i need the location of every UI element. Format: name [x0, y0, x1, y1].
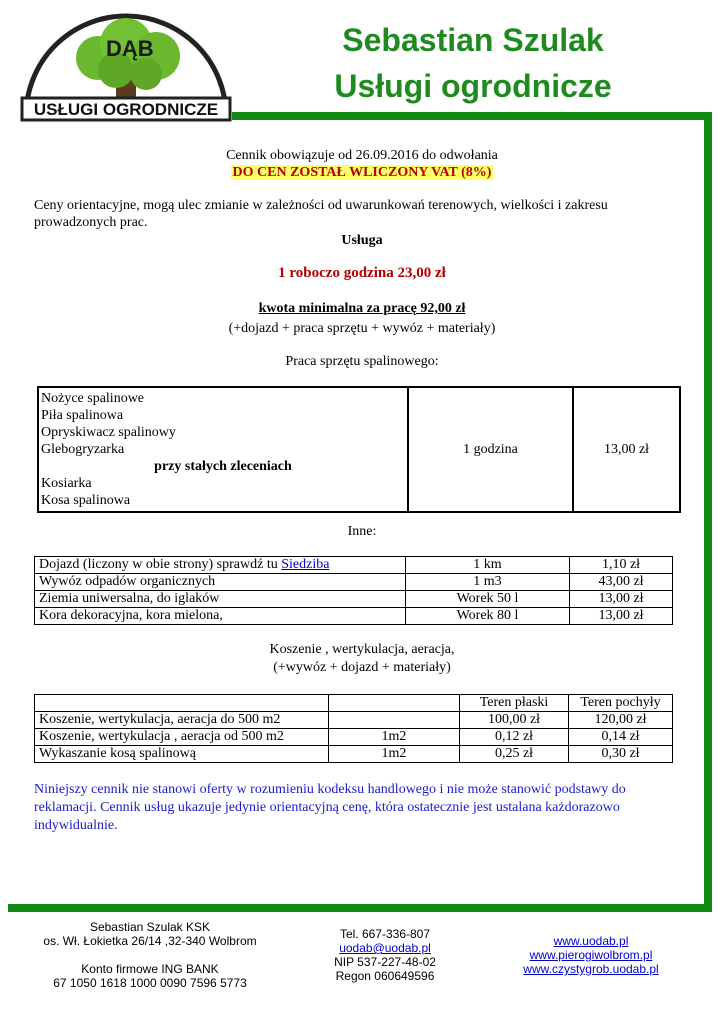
footer-bank-account: 67 1050 1618 1000 0090 7596 5773 [53, 976, 247, 990]
mowing-price-flat: 0,25 zł [460, 746, 569, 763]
table-row [35, 712, 673, 729]
mowing-subheading: (+wywóz + dojazd + materiały) [273, 660, 451, 675]
frame-bottom-bar [8, 904, 712, 912]
equipment-item: Nożyce spalinowe [41, 391, 145, 406]
other-table [34, 556, 673, 625]
table-row [35, 591, 673, 608]
minimum-fee: kwota minimalna za pracę 92,00 zł [258, 301, 466, 316]
footer-regon: Regon 060649596 [335, 969, 435, 983]
table-row [35, 557, 673, 574]
equipment-heading: Praca sprzętu spalinowego: [285, 354, 439, 369]
mowing-table [34, 694, 673, 763]
other-item-unit: Worek 50 l [406, 591, 570, 608]
company-name: Sebastian Szulak [342, 22, 604, 58]
equipment-item: Kosa spalinowa [41, 493, 131, 508]
footer-links-block [496, 934, 686, 976]
other-item-price: 13,00 zł [570, 591, 673, 608]
mowing-heading: Koszenie , wertykulacja, aeracja, [269, 642, 455, 657]
other-item-price: 43,00 zł [570, 574, 673, 591]
mowing-item-name: Wykaszanie kosą spalinową [35, 746, 329, 763]
footer-website-link[interactable]: www.pierogiwolbrom.pl [529, 948, 653, 962]
equipment-table [37, 386, 681, 513]
mowing-item-name: Koszenie, wertykulacja , aeracja od 500 m2 [35, 729, 329, 746]
other-item-unit: 1 km [406, 557, 570, 574]
table-row [35, 608, 673, 625]
vat-note: DO CEN ZOSTAŁ WLICZONY VAT (8%) [232, 165, 492, 180]
col-flat-terrain: Teren płaski [460, 695, 569, 712]
mowing-item-name: Koszenie, wertykulacja, aeracja do 500 m2 [35, 712, 329, 729]
mowing-item-unit: 1m2 [329, 729, 460, 746]
footer-email-link[interactable]: uodab@uodab.pl [339, 941, 431, 955]
equipment-item: Piła spalinowa [41, 408, 124, 423]
mowing-price-slope: 0,14 zł [569, 729, 673, 746]
equipment-item: Glebogryzarka [41, 442, 125, 457]
service-heading: Usługa [341, 233, 383, 248]
col-sloped-terrain: Teren pochyły [569, 695, 673, 712]
logo-bottom-text: USŁUGI OGRODNICZE [33, 100, 219, 119]
table-row [35, 574, 673, 591]
other-item-unit: 1 m3 [406, 574, 570, 591]
footer-bank-label: Konto firmowe ING BANK [81, 962, 219, 976]
equipment-item: Opryskiwacz spalinowy [41, 425, 176, 440]
mowing-price-slope: 120,00 zł [569, 712, 673, 729]
footer-company-name: Sebastian Szulak KSK [89, 920, 211, 934]
other-heading: Inne: [347, 524, 377, 539]
mowing-item-unit: 1m2 [329, 746, 460, 763]
other-item-unit: Worek 80 l [406, 608, 570, 625]
legal-note: Niniejszy cennik nie stanowi oferty w rozumieniu kodeksu handlowego i nie może stanowić podstawy do reklamacji. Cennik usług ukazuje jedynie orientacyjną cenę, która ostatecznie jest ustalana każdorazowo indywidualnie. [34, 782, 626, 833]
other-item-price: 1,10 zł [570, 557, 673, 574]
footer-address: os. Wł. Łokietka 26/14 ,32-340 Wolbrom [43, 934, 257, 948]
footer-nip: NIP 537-227-48-02 [334, 955, 436, 969]
company-logo [20, 12, 232, 124]
equipment-list-cell [38, 387, 408, 512]
mowing-price-flat: 100,00 zł [460, 712, 569, 729]
table-row [35, 746, 673, 763]
footer-company-block [20, 920, 280, 990]
disclaimer-text: Ceny orientacyjne, mogą ulec zmianie w zależności od uwarunkowań terenowych, wielkości i zakresu prowadzonych prac. [34, 198, 608, 230]
hourly-rate: 1 roboczo godzina 23,00 zł [278, 265, 446, 281]
frame-top-bar [232, 112, 712, 120]
logo-top-text: DĄB [106, 36, 154, 61]
mowing-price-slope: 0,30 zł [569, 746, 673, 763]
other-item-name: Ziemia uniwersalna, do iglaków [35, 591, 406, 608]
other-item-name: Wywóz odpadów organicznych [35, 574, 406, 591]
other-item-price: 13,00 zł [570, 608, 673, 625]
footer-website-link[interactable]: www.czystygrob.uodab.pl [523, 962, 659, 976]
table-header-row [35, 695, 673, 712]
other-item-name: Kora dekoracyjna, kora mielona, [35, 608, 406, 625]
footer-phone: Tel. 667-336-807 [339, 927, 431, 941]
company-tagline: Usługi ogrodnicze [334, 68, 612, 104]
footer-website-link[interactable]: www.uodab.pl [553, 934, 629, 948]
equipment-item: Kosiarka [41, 476, 92, 491]
equipment-note: przy stałych zleceniach [154, 459, 292, 474]
equipment-unit: 1 godzina [408, 387, 573, 512]
equipment-price: 13,00 zł [573, 387, 680, 512]
mowing-item-unit [329, 712, 460, 729]
footer-contact-block [300, 927, 470, 983]
minimum-fee-note: (+dojazd + praca sprzętu + wywóz + materiały) [228, 321, 496, 336]
validity-text: Cennik obowiązuje od 26.09.2016 do odwołania [226, 148, 498, 163]
mowing-price-flat: 0,12 zł [460, 729, 569, 746]
other-item-name: Dojazd (liczony w obie strony) sprawdź tu Siedziba [35, 557, 406, 574]
siedziba-link[interactable]: Siedziba [281, 557, 330, 572]
table-row [35, 729, 673, 746]
